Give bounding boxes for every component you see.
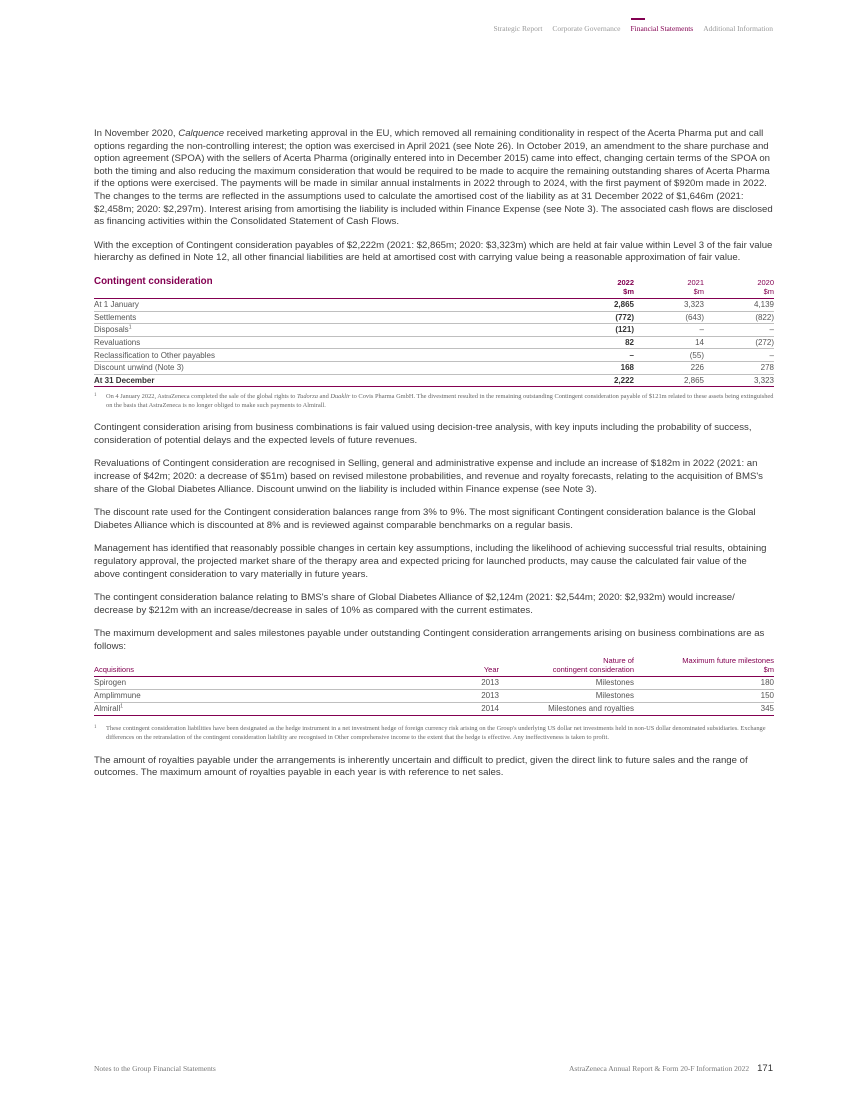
main-content [94,128,774,791]
row-label: At 1 January [94,298,564,311]
contingent-consideration-table [94,276,774,387]
table-row [94,689,774,702]
nav-additional-information[interactable]: Additional Information [703,24,773,33]
acquisition-name: Spirogen [94,676,424,689]
column-header-2020: 2020 $m [704,276,774,299]
column-header-2022: 2022 $m [564,276,634,299]
cell-2021: – [634,324,704,337]
table-row [94,361,774,374]
acquisition-max: 150 [634,689,774,702]
footnote-ref: 1 [128,324,132,331]
cell-2020: (272) [704,336,774,349]
cell-2021: 2,865 [634,374,704,387]
section-nav [493,24,773,33]
cell-2022: (772) [564,311,634,324]
paragraph-discount-rate: The discount rate used for the Contingent consideration balances range from 3% to 9%. The most significant Contingent consideration balance is the Global Diabetes Alliance which is discounted at 8% and is reviewed against comparable benchmarks on a regular basis. [94,507,756,531]
page-footer [94,1063,773,1074]
paragraph-text: received marketing approval in the EU, which removed all remaining conditionality in respect of the Acerta Pharma put and call options regarding the non-controlling interest; the option was exercised in April 2021 (see Note 26). In October 2019, an amendment to the share purchase and option agreement (SPOA) with the sellers of Acerta Pharma (originally entered into in December 2015) came into effect, changing certain terms of the SPOA on both the timing and also reducing the maximum consideration that would be required to be made to acquire the remaining outstanding shares of Acerta Pharma if the options were exercised. The payments will be made in similar annual instalments in 2022 through to 2024, with the first payment of $920m made in 2022. The changes to the terms are reflected in the assumptions used to calculate the amortised cost of the liability as at 31 December 2022 of $1,646m (2021: $2,458m; 2020: $2,297m). Interest arising from amortising the liability is included within Finance Expense (see Note 3). The associated cash flows are disclosed as financing activities within the Consolidated Statement of Cash Flows. [94,128,773,228]
section-title: Contingent consideration [94,275,213,287]
column-header-2021: 2021 $m [634,276,704,299]
cell-2021: 226 [634,361,704,374]
footnote-disposals: 1 On 4 January 2022, AstraZeneca completed the sale of the global rights to Tudorza and Duaklir to Covis Pharma GmbH. The divestment resulted in the remaining outstanding Contingent consideration payable of $121m related to these assets being extinguished on the basis that AstraZeneca is no longer obliged to make such payments to Almirall. [94,393,774,409]
footer-section-title: Notes to the Group Financial Statements [94,1064,216,1073]
acquisition-name: Almirall$^1$ [94,703,424,716]
footer-report-title: AstraZeneca Annual Report & Form 20-F Information 2022 [568,1064,750,1073]
nav-strategic-report[interactable]: Strategic Report [493,24,543,33]
cell-2022: 2,222 [564,374,634,387]
acquisition-name: Amplimmune [94,689,424,702]
acquisition-nature: Milestones [499,689,634,702]
acquisition-year: 2013 [424,689,499,702]
acquisition-max: 180 [634,676,774,689]
acquisition-max: 345 [634,703,774,716]
table-row [94,311,774,324]
column-header-max-milestones: Maximum future milestones $m [634,656,774,677]
column-header-year: Year [424,656,499,677]
footnote-mark: 1 [94,725,97,731]
cell-2021: (643) [634,311,704,324]
cell-2020: (822) [704,311,774,324]
cell-2022: (121) [564,324,634,337]
table-row [94,324,774,337]
cell-2021: 3,323 [634,298,704,311]
row-label: At 31 December [94,374,564,387]
cell-2022: 82 [564,336,634,349]
paragraph-milestones-intro: The maximum development and sales milestones payable under outstanding Contingent consideration arrangements arising on business combinations are as follows: [94,628,765,652]
total-row [94,374,774,387]
table-row [94,298,774,311]
cell-2020: 4,139 [704,298,774,311]
table-row [94,349,774,362]
paragraph-revaluations: Revaluations of Contingent consideration are recognised in Selling, general and administrative expense and include an increase of $182m in 2022 (2021: an increase of $42m; 2020: a decrease of $51m) based on revised milestone probabilities, and revenue and royalty forecasts, relating to the acquisition of BMS's share of the Global Diabetes Alliance. Discount unwind on the liability is included within Finance expense (see Note 3). [94,458,763,495]
paragraph-decision-tree: Contingent consideration arising from business combinations is fair valued using decision-tree analysis, with key inputs including the probability of success, consideration of potential delays and the expected levels of future revenues. [94,422,752,446]
cell-2020: 278 [704,361,774,374]
cell-2021: (55) [634,349,704,362]
column-header-acquisitions: Acquisitions [94,656,424,677]
cell-2022: – [564,349,634,362]
nav-corporate-governance[interactable]: Corporate Governance [552,24,621,33]
table-row [94,676,774,689]
table-row [94,703,774,716]
cell-2021: 14 [634,336,704,349]
row-label: Disposals$^1$ [94,324,564,337]
cell-2020: 3,323 [704,374,774,387]
table-header-row [94,656,774,677]
paragraph-sensitivity: The contingent consideration balance relating to BMS's share of Global Diabetes Alliance of $2,124m (2021: $2,544m; 2020: $2,932m) would increase/ decrease by $212m with an increase/decrease in sales of 10% as compared with the current estimates. [94,592,735,616]
cell-2022: 168 [564,361,634,374]
footnote-ref: 1 [120,703,124,710]
paragraph-royalties: The amount of royalties payable under the arrangements is inherently uncertain and difficult to predict, given the direct link to future sales and the range of outcomes. The maximum amount of royalties payable in each year is with reference to net sales. [94,754,748,779]
paragraph-assumptions: Management has identified that reasonably possible changes in certain key assumptions, including the likelihood of achieving successful trial results, obtaining regulatory approval, the projected market share of the therapy area and expected pricing for launched products, may cause the calculated fair value of the above contingent consideration to vary materially in future years. [94,543,767,580]
acquisitions-table [94,656,774,717]
footer-right [569,1063,773,1074]
acquisition-year: 2014 [424,703,499,716]
page-number: 171 [757,1063,773,1074]
column-header-nature: Nature of contingent consideration [499,656,634,677]
cell-2022: 2,865 [564,298,634,311]
paragraph-text: In November 2020, [94,128,179,139]
footnote-hedge: 1 These contingent consideration liabilities have been designated as the hedge instrument in a net investment hedge of foreign currency risk arising on the Group's underlying US dollar net investments held in non-US dollar denominated subsidiaries. Exchange differences on the retranslation of the contingent consideration liability are recognised in Other comprehensive income to the extent that the hedge is effective. Any ineffectiveness is taken to profit. [94,725,766,742]
row-label: Discount unwind (Note 3) [94,361,564,374]
row-label: Revaluations [94,336,564,349]
row-label: Reclassification to Other payables [94,349,564,362]
acquisition-nature: Milestones and royalties [499,703,634,716]
acquisition-year: 2013 [424,676,499,689]
paragraph-calquence [94,128,774,229]
product-name: Calquence [178,128,225,139]
contingent-consideration-section [94,276,774,387]
cell-2020: – [704,324,774,337]
footnote-mark: 1 [94,393,97,399]
paragraph-fair-value: With the exception of Contingent consideration payables of $2,222m (2021: $2,865m; 2020: $3,323m) which are held at fair value within Level 3 of the fair value hierarchy as defined in Note 12, all other financial liabilities are held at amortised cost with carrying value being a reasonable approximation of fair value. [94,239,773,264]
acquisition-nature: Milestones [499,676,634,689]
cell-2020: – [704,349,774,362]
table-row [94,336,774,349]
row-label: Settlements [94,311,564,324]
nav-financial-statements[interactable]: Financial Statements [630,24,694,33]
